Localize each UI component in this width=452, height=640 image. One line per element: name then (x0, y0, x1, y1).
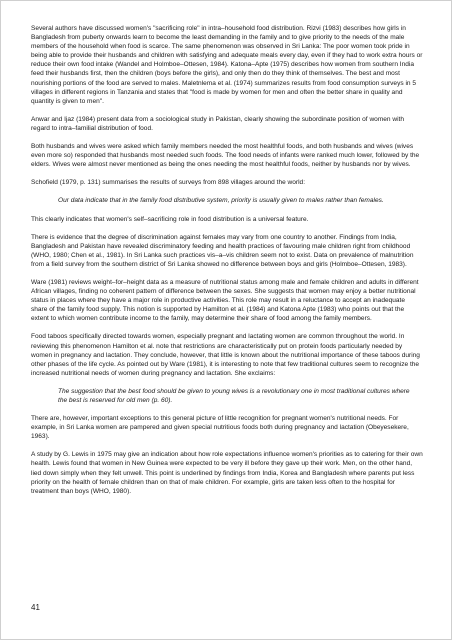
page-body (31, 24, 423, 505)
page-number: 41 (31, 603, 40, 612)
paragraph: There is evidence that the degree of discrimination against females may vary from one country to another. Findings from India, Bangladesh and Pakistan have revealed discriminatory feeding and health practices of favouring male children right from childhood (WHO, 1980; Chen et al., 1981). In Sri Lanka such practices vis–a–vis children seem not to exist. Data on prevalence of malnutrition from a field survey from the southern district of Sri Lanka showed no difference between boys and girls (Holmboe–Ottesen, 1983). (31, 233, 414, 268)
paragraph: Ware (1981) reviews weight–for–height data as a measure of nutritional status among male and female children and adults in different African villages, finding no coherent pattern of difference between the sexes. She suggests that women may enjoy a better nutritional status in places where they have a major role in productive activities. This role may result in a reluctance to accept an inadequate share of the family food supply. This notion is supported by Hamilton et al. (1984) and Katona Apte (1983) who points out that the extent to which women contribute income to the family, may determine their share of food among the family members. (31, 278, 419, 323)
block-quote: Our data indicate that in the family food distributive system, priority is usually given to males rather than females. (58, 197, 384, 205)
block-quote: The suggestion that the best food should be given to young wives is a revolutionary one in most traditional cultures where the best is reserved for old men (p. 60). (58, 387, 410, 404)
paragraph: Schofield (1979, p. 131) summarises the results of surveys from 898 villages around the world: (31, 179, 306, 187)
paragraph: Food taboos specifically directed towards women, especially pregnant and lactating women are common throughout the world. In reviewing this phenomenon Hamilton et al. note that restrictions are characteristically put on protein foods particularly needed by women in pregnancy and lactation. They conclude, however, that little is known about the nutritional importance of these taboos during other phases of the life cycle. As pointed out by Ware (1981), it is interesting to note that few traditional cultures seem to recognize the increased nutritional needs of women during pregnancy and lactation. She exclaims: (31, 333, 420, 377)
paragraph: Anwar and Ijaz (1984) present data from a sociological study in Pakistan, clearly showing the subordinate position of women with regard to intra–familial distribution of food. (31, 115, 405, 132)
paragraph: There are, however, important exceptions to this general picture of little recognition for pregnant women's nutritional needs. For example, in Sri Lanka women are pampered and given special nutritious foods both during pregnancy and lactation (Obeyesekere, 1963). (31, 415, 409, 441)
paragraph: A study by G. Lewis in 1975 may give an indication about how role expectations influence women's priorities as to catering for their own health. Lewis found that women in New Guinea were expected to be very ill before they gave up their work. Men, on the other hand, lied down simply when they felt unwell. This point is underlined by findings from India, Korea and Bangladesh where parents put less priority on the health of female children than on that of male children. For example, girls are taken less often to the hospital for treatment than boys (WHO, 1980). (31, 451, 423, 495)
paragraph: This clearly indicates that women's self–sacrificing role in food distribution is a universal feature. (31, 215, 309, 223)
paragraph: Several authors have discussed women's "sacrificing role" in intra–household food distribution. Rizvi (1983) describes how girls in Bangladesh from puberty onwards learn to become the least demanding in the family and to give priority to the needs of the male members of the household when food is scarce. The same phenomenon was observed in Sri Lanka: The poor women took pride in being able to provide their husbands and children with satisfying and adequate meals every day, even if they had to work extra hours or reduce their own food intake (Wandel and Holmboe–Ottesen, 1984). Katona–Apte (1975) describes how women from southern India feed their husbands first, then the children (boys before the girls), and only then do they think of themselves. The best and most nourishing portions of the food are served to males. Maletnlema et al. (1974) summarizes results from food consumption surveys in 5 villages in different regions in Tanzania and states that "food is made by women for men and often the better share in quality and quantity is given to men". (31, 25, 423, 105)
paragraph: Both husbands and wives were asked which family members needed the most healthful foods, and both husbands and wives (wives even more so) responded that husbands most needed such foods. The food needs of infants were ranked much lower, followed by the elders. Wives were almost never mentioned as being the ones needing the most healthful foods, neither by husbands nor by wives. (31, 143, 420, 169)
